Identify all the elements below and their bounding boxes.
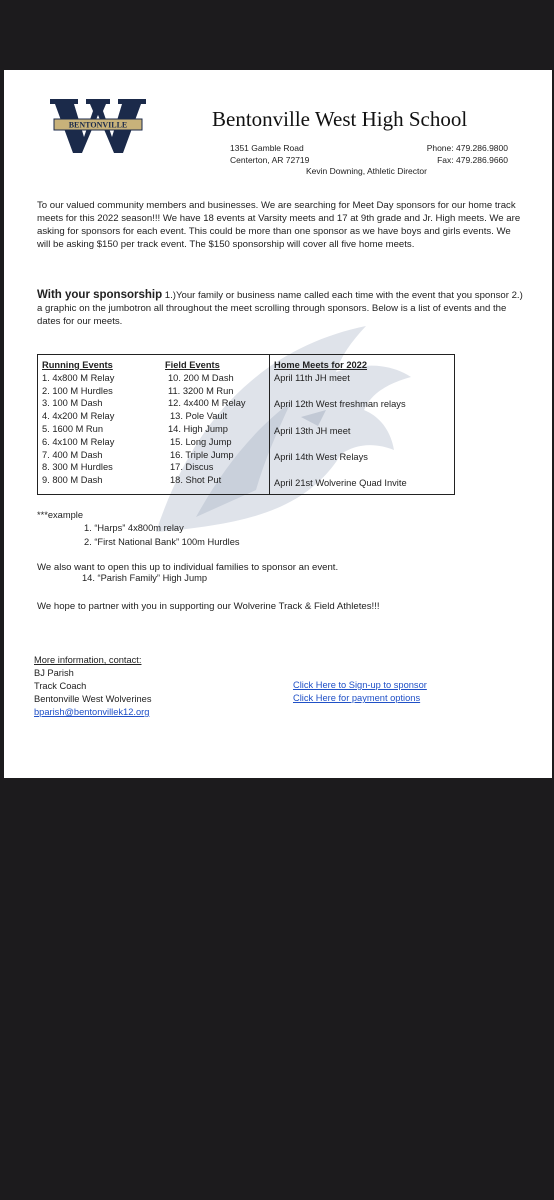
field-events-header: Field Events	[165, 360, 220, 370]
field-event: 17. Discus	[170, 462, 214, 473]
address-line-2: Centerton, AR 72719	[230, 155, 310, 165]
example-item: 2. “First National Bank” 100m Hurdles	[84, 536, 240, 547]
field-event: 14. High Jump	[168, 423, 228, 434]
running-event: 4. 4x200 M Relay	[42, 411, 115, 422]
signup-link[interactable]: Click Here to Sign-up to sponsor	[293, 680, 427, 690]
running-event: 3. 100 M Dash	[42, 398, 103, 409]
events-table	[37, 354, 455, 495]
example-label: ***example	[37, 510, 83, 520]
home-meets-column	[274, 359, 407, 504]
address-line-1: 1351 Gamble Road	[230, 143, 304, 153]
home-meet: April 14th West Relays	[274, 451, 368, 462]
running-event: 2. 100 M Hurdles	[42, 385, 113, 396]
families-example: 14. “Parish Family” High Jump	[82, 573, 208, 583]
running-events-column	[42, 359, 114, 487]
contact-email-link[interactable]: bparish@bentonvillek12.org	[34, 707, 150, 717]
running-event: 6. 4x100 M Relay	[42, 436, 115, 447]
home-meet: April 21st Wolverine Quad Invite	[274, 478, 407, 489]
sponsorship-text: 1.)Your family or business name called each time with the event that you sponsor 2.) a graphic on the jumbotron all throughout the meet scrolling through sponsors. Below is a list of events and the dates for our meets.	[37, 290, 523, 327]
school-address	[230, 142, 309, 166]
field-event: 10. 200 M Dash	[168, 372, 234, 383]
field-event: 16. Triple Jump	[170, 449, 234, 460]
field-event: 13. Pole Vault	[170, 411, 228, 422]
contact-heading: More information, contact:	[34, 655, 142, 665]
school-phone-fax	[427, 142, 508, 166]
fax-number: Fax: 479.286.9660	[437, 155, 508, 165]
running-event: 8. 300 M Hurdles	[42, 462, 113, 473]
contact-title: Track Coach	[34, 681, 87, 691]
payment-link[interactable]: Click Here for payment options	[293, 693, 421, 703]
field-event: 11. 3200 M Run	[168, 385, 234, 396]
phone-number: Phone: 479.286.9800	[426, 143, 508, 153]
field-event: 18. Shot Put	[170, 475, 222, 486]
home-meet: April 11th JH meet	[274, 372, 350, 383]
bentonville-w-logo	[48, 97, 148, 155]
example-item: 1. “Harps” 4x800m relay	[84, 523, 184, 533]
contact-block	[34, 654, 151, 719]
example-list	[84, 522, 240, 549]
field-event: 15. Long Jump	[170, 436, 232, 447]
running-events-header: Running Events	[42, 360, 113, 370]
field-events-column	[165, 359, 246, 487]
logo-text: BENTONVILLE	[68, 120, 128, 130]
contact-name: BJ Parish	[34, 668, 74, 678]
table-divider	[269, 355, 270, 494]
running-event: 1. 4x800 M Relay	[42, 372, 115, 383]
document-page	[4, 70, 552, 778]
contact-team: Bentonville West Wolverines	[34, 694, 152, 704]
action-links	[293, 679, 427, 705]
home-meet: April 12th West freshman relays	[274, 399, 406, 410]
home-meet: April 13th JH meet	[274, 425, 351, 436]
sponsorship-lead: With your sponsorship	[37, 289, 163, 301]
intro-paragraph: To our valued community members and businesses. We are searching for Meet Day sponsors for our home track meets for this 2022 season!!! We have 18 events at Varsity meets and 17 at 9th grade and Jr. High meets. We are asking for sponsors for each event. This could be more than one sponsor as we have boys and girls events. We will be asking $150 per track event. The $150 sponsorship will cover all five home meets.	[37, 200, 521, 250]
running-event: 5. 1600 M Run	[42, 423, 103, 434]
running-event: 7. 400 M Dash	[42, 449, 103, 460]
home-meets-header: Home Meets for 2022	[274, 360, 368, 370]
school-title: Bentonville West High School	[212, 107, 468, 131]
athletic-director: Kevin Downing, Athletic Director	[306, 166, 427, 176]
running-event: 9. 800 M Dash	[42, 475, 103, 486]
closing-paragraph: We hope to partner with you in supporting our Wolverine Track & Field Athletes!!!	[37, 601, 380, 612]
field-event: 12. 4x400 M Relay	[168, 398, 246, 409]
families-paragraph: We also want to open this up to individual families to sponsor an event.	[37, 562, 339, 573]
